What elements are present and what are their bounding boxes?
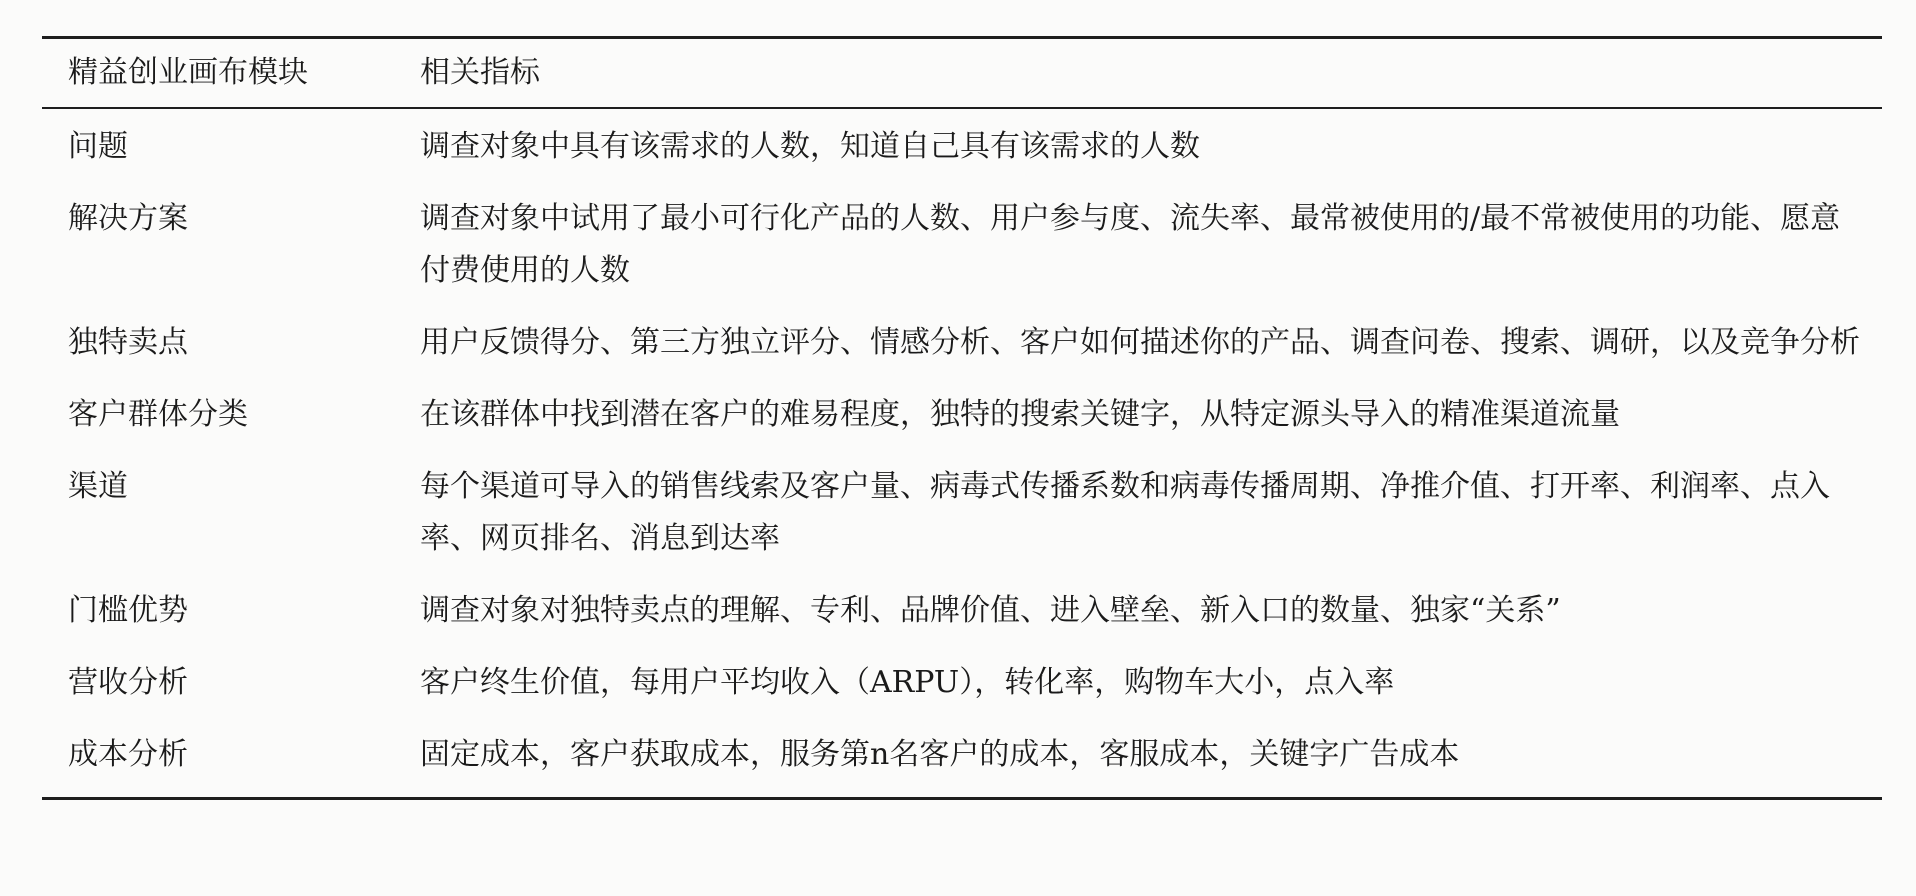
cell-metrics: 固定成本，客户获取成本，服务第n名客户的成本，客服成本，关键字广告成本	[420, 737, 1460, 772]
table-row	[42, 649, 1882, 721]
cell-metrics: 调查对象中试用了最小可行化产品的人数、用户参与度、流失率、最常被使用的/最不常被使用的功能、愿意付费使用的人数	[420, 201, 1841, 288]
table-row	[42, 577, 1882, 649]
cell-metrics: 每个渠道可导入的销售线索及客户量、病毒式传播系数和病毒传播周期、净推介值、打开率、利润率、点入率、网页排名、消息到达率	[420, 469, 1830, 556]
header-module: 精益创业画布模块	[42, 38, 420, 109]
cell-module: 成本分析	[68, 737, 188, 772]
header-row	[42, 38, 1882, 109]
header-metrics: 相关指标	[420, 38, 1882, 109]
table-body	[42, 108, 1882, 799]
lean-canvas-metrics-table	[42, 36, 1882, 800]
cell-metrics: 用户反馈得分、第三方独立评分、情感分析、客户如何描述你的产品、调查问卷、搜索、调研，以及竞争分析	[420, 325, 1860, 360]
cell-module: 渠道	[68, 469, 128, 504]
cell-module: 营收分析	[68, 665, 188, 700]
cell-module: 门槛优势	[68, 593, 188, 628]
table-row	[42, 108, 1882, 185]
cell-metrics: 调查对象对独特卖点的理解、专利、品牌价值、进入壁垒、新入口的数量、独家“关系”	[420, 593, 1561, 628]
table-row	[42, 721, 1882, 799]
cell-module: 问题	[68, 129, 128, 164]
cell-module: 客户群体分类	[68, 397, 248, 432]
cell-metrics: 客户终生价值，每用户平均收入（ARPU），转化率，购物车大小，点入率	[420, 665, 1395, 700]
cell-metrics: 在该群体中找到潜在客户的难易程度，独特的搜索关键字，从特定源头导入的精准渠道流量	[420, 397, 1620, 432]
table-header	[42, 38, 1882, 109]
cell-module: 解决方案	[68, 201, 188, 236]
cell-metrics: 调查对象中具有该需求的人数，知道自己具有该需求的人数	[420, 129, 1200, 164]
table-row	[42, 381, 1882, 453]
cell-module: 独特卖点	[68, 325, 188, 360]
table-row	[42, 309, 1882, 381]
table-row	[42, 453, 1882, 577]
table-row	[42, 185, 1882, 309]
